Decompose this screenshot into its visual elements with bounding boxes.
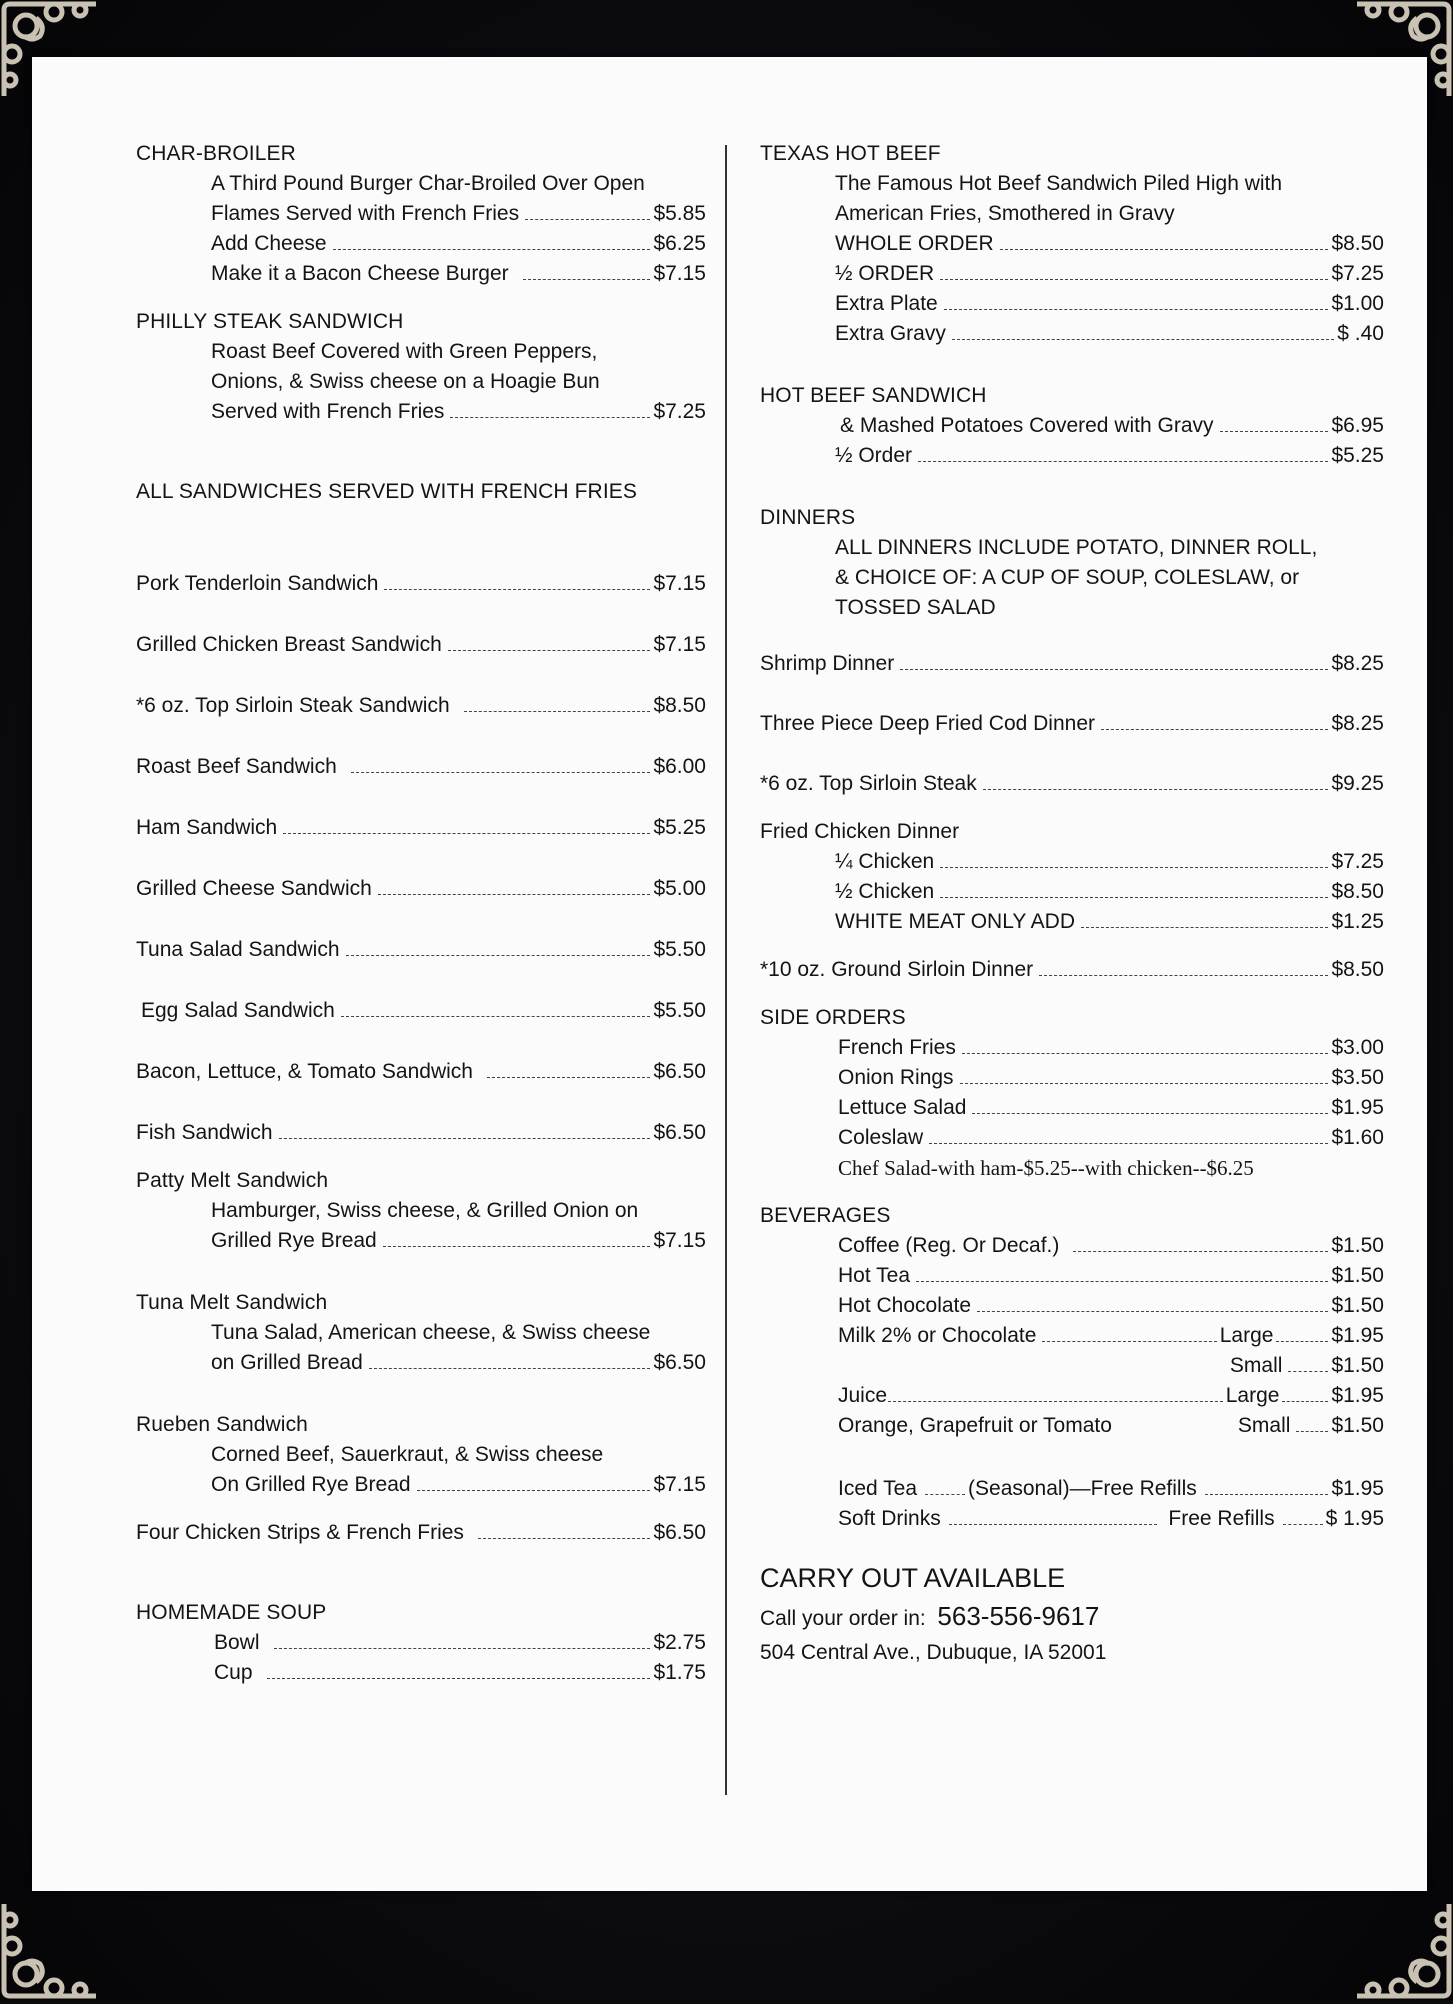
- menu-item: Coffee (Reg. Or Decaf.) $1.50: [838, 1234, 1384, 1257]
- menu-item: Pork Tenderloin Sandwich $7.15: [136, 572, 706, 595]
- menu-item: Grilled Cheese Sandwich $5.00: [136, 877, 706, 900]
- phone-number: 563-556-9617: [937, 1601, 1100, 1631]
- section-title: PHILLY STEAK SANDWICH: [136, 310, 404, 333]
- menu-item: WHOLE ORDER $8.50: [835, 232, 1384, 255]
- section-title: SIDE ORDERS: [760, 1006, 906, 1029]
- menu-item: Ham Sandwich $5.25: [136, 816, 706, 839]
- ornament-corner-bottom-right: [1347, 1894, 1453, 2004]
- menu-item: ¼ Chicken $7.25: [835, 850, 1384, 873]
- chef-salad-item: Chef Salad-with ham-$5.25--with chicken--$6.25: [838, 1156, 1254, 1180]
- section-title: HOMEMADE SOUP: [136, 1601, 327, 1624]
- item-description: Tuna Salad, American cheese, & Swiss cheese: [211, 1321, 651, 1344]
- menu-item: ½ ORDER $7.25: [835, 262, 1384, 285]
- menu-item: on Grilled Bread $6.50: [211, 1351, 706, 1374]
- menu-item: On Grilled Rye Bread $7.15: [211, 1473, 706, 1496]
- menu-item: Hot Tea $1.50: [838, 1264, 1384, 1287]
- texas-hot-beef-section: [760, 139, 1384, 349]
- ornament-corner-bottom-left: [0, 1894, 106, 2004]
- menu-item: ½ Order $5.25: [835, 444, 1384, 467]
- menu-item: Three Piece Deep Fried Cod Dinner $8.25: [760, 712, 1384, 735]
- tuna-melt-section: [136, 1288, 706, 1378]
- item-title: Rueben Sandwich: [136, 1413, 308, 1436]
- hot-beef-section: [760, 381, 1384, 471]
- section-title: HOT BEEF SANDWICH: [760, 384, 987, 407]
- menu-item: Cup $1.75: [214, 1661, 706, 1684]
- item-description: ALL DINNERS INCLUDE POTATO, DINNER ROLL,: [835, 536, 1318, 559]
- address: 504 Central Ave., Dubuque, IA 52001: [760, 1641, 1107, 1664]
- item-title: Fried Chicken Dinner: [760, 820, 960, 843]
- item-title: Patty Melt Sandwich: [136, 1169, 329, 1192]
- menu-item: Onion Rings $3.50: [838, 1066, 1384, 1089]
- menu-item: Lettuce Salad $1.95: [838, 1096, 1384, 1119]
- soup-section: [136, 1598, 706, 1688]
- menu-item: Hot Chocolate $1.50: [838, 1294, 1384, 1317]
- fried-chicken-section: [760, 817, 1384, 937]
- menu-item: *6 oz. Top Sirloin Steak Sandwich $8.50: [136, 694, 706, 717]
- section-title: ALL SANDWICHES SERVED WITH FRENCH FRIES: [136, 480, 637, 503]
- philly-section: [136, 307, 706, 427]
- left-column: [136, 139, 706, 1688]
- menu-page: [32, 57, 1427, 1891]
- carry-out-section: [760, 1558, 1384, 1669]
- menu-item: & Mashed Potatoes Covered with Gravy $6.95: [840, 414, 1384, 437]
- menu-item: WHITE MEAT ONLY ADD $1.25: [835, 910, 1384, 933]
- menu-item: Small $1.50: [1229, 1354, 1384, 1377]
- menu-item: Iced Tea (Seasonal)—Free Refills $1.95: [838, 1477, 1384, 1500]
- menu-item: Tuna Salad Sandwich $5.50: [136, 938, 706, 961]
- menu-item: Add Cheese $6.25: [211, 232, 706, 255]
- menu-item: Soft Drinks Free Refills $ 1.95: [838, 1507, 1384, 1530]
- item-description: Hamburger, Swiss cheese, & Grilled Onion on: [211, 1199, 639, 1222]
- item-description: Roast Beef Covered with Green Peppers,: [211, 340, 598, 363]
- rueben-section: [136, 1410, 706, 1500]
- beverages-section: [760, 1201, 1384, 1534]
- menu-item: *6 oz. Top Sirloin Steak $9.25: [760, 772, 1384, 795]
- menu-item: Orange, Grapefruit or Tomato Small $1.50: [838, 1414, 1384, 1437]
- menu-item: Juice Large $1.95: [838, 1384, 1384, 1407]
- item-description: Corned Beef, Sauerkraut, & Swiss cheese: [211, 1443, 604, 1466]
- menu-item: Four Chicken Strips & French Fries $6.50: [136, 1521, 706, 1544]
- menu-item: Roast Beef Sandwich $6.00: [136, 755, 706, 778]
- item-title: Tuna Melt Sandwich: [136, 1291, 328, 1314]
- right-column: [760, 139, 1384, 1669]
- dinners-section: [760, 503, 1384, 799]
- menu-item: Bacon, Lettuce, & Tomato Sandwich $6.50: [136, 1060, 706, 1083]
- call-order-line: Call your order in: 563-556-9617: [760, 1601, 1100, 1631]
- menu-item: ½ Chicken $8.50: [835, 880, 1384, 903]
- item-description: Onions, & Swiss cheese on a Hoagie Bun: [211, 370, 600, 393]
- item-description: A Third Pound Burger Char-Broiled Over Open: [211, 172, 645, 195]
- menu-item: Extra Plate $1.00: [835, 292, 1384, 315]
- menu-item: Fish Sandwich $6.50: [136, 1121, 706, 1144]
- item-description: The Famous Hot Beef Sandwich Piled High with: [835, 172, 1283, 195]
- section-title: CHAR-BROILER: [136, 142, 296, 165]
- menu-item: Milk 2% or Chocolate Large $1.95: [838, 1324, 1384, 1347]
- menu-item: Shrimp Dinner $8.25: [760, 652, 1384, 675]
- menu-item: Coleslaw $1.60: [838, 1126, 1384, 1149]
- carry-out-title: CARRY OUT AVAILABLE: [760, 1563, 1066, 1593]
- section-title: DINNERS: [760, 506, 856, 529]
- menu-item: Make it a Bacon Cheese Burger $7.15: [211, 262, 706, 285]
- menu-item: Flames Served with French Fries $5.85: [211, 202, 706, 225]
- patty-melt-section: [136, 1166, 706, 1256]
- menu-item: French Fries $3.00: [838, 1036, 1384, 1059]
- sandwiches-section: [136, 477, 706, 1148]
- column-divider: [725, 145, 727, 1795]
- item-description: American Fries, Smothered in Gravy: [835, 202, 1175, 225]
- char-broiler-section: [136, 139, 706, 289]
- item-description: TOSSED SALAD: [835, 596, 996, 619]
- side-orders-section: [760, 1003, 1384, 1183]
- menu-item: *10 oz. Ground Sirloin Dinner $8.50: [760, 958, 1384, 981]
- item-description: & CHOICE OF: A CUP OF SOUP, COLESLAW, or: [835, 566, 1300, 589]
- menu-item: Served with French Fries $7.25: [211, 400, 706, 423]
- menu-item: Egg Salad Sandwich $5.50: [141, 999, 706, 1022]
- section-title: BEVERAGES: [760, 1204, 891, 1227]
- menu-item: Bowl $2.75: [214, 1631, 706, 1654]
- menu-item: Grilled Rye Bread $7.15: [211, 1229, 706, 1252]
- menu-item: Grilled Chicken Breast Sandwich $7.15: [136, 633, 706, 656]
- section-title: TEXAS HOT BEEF: [760, 142, 941, 165]
- menu-item: Extra Gravy $ .40: [835, 322, 1384, 345]
